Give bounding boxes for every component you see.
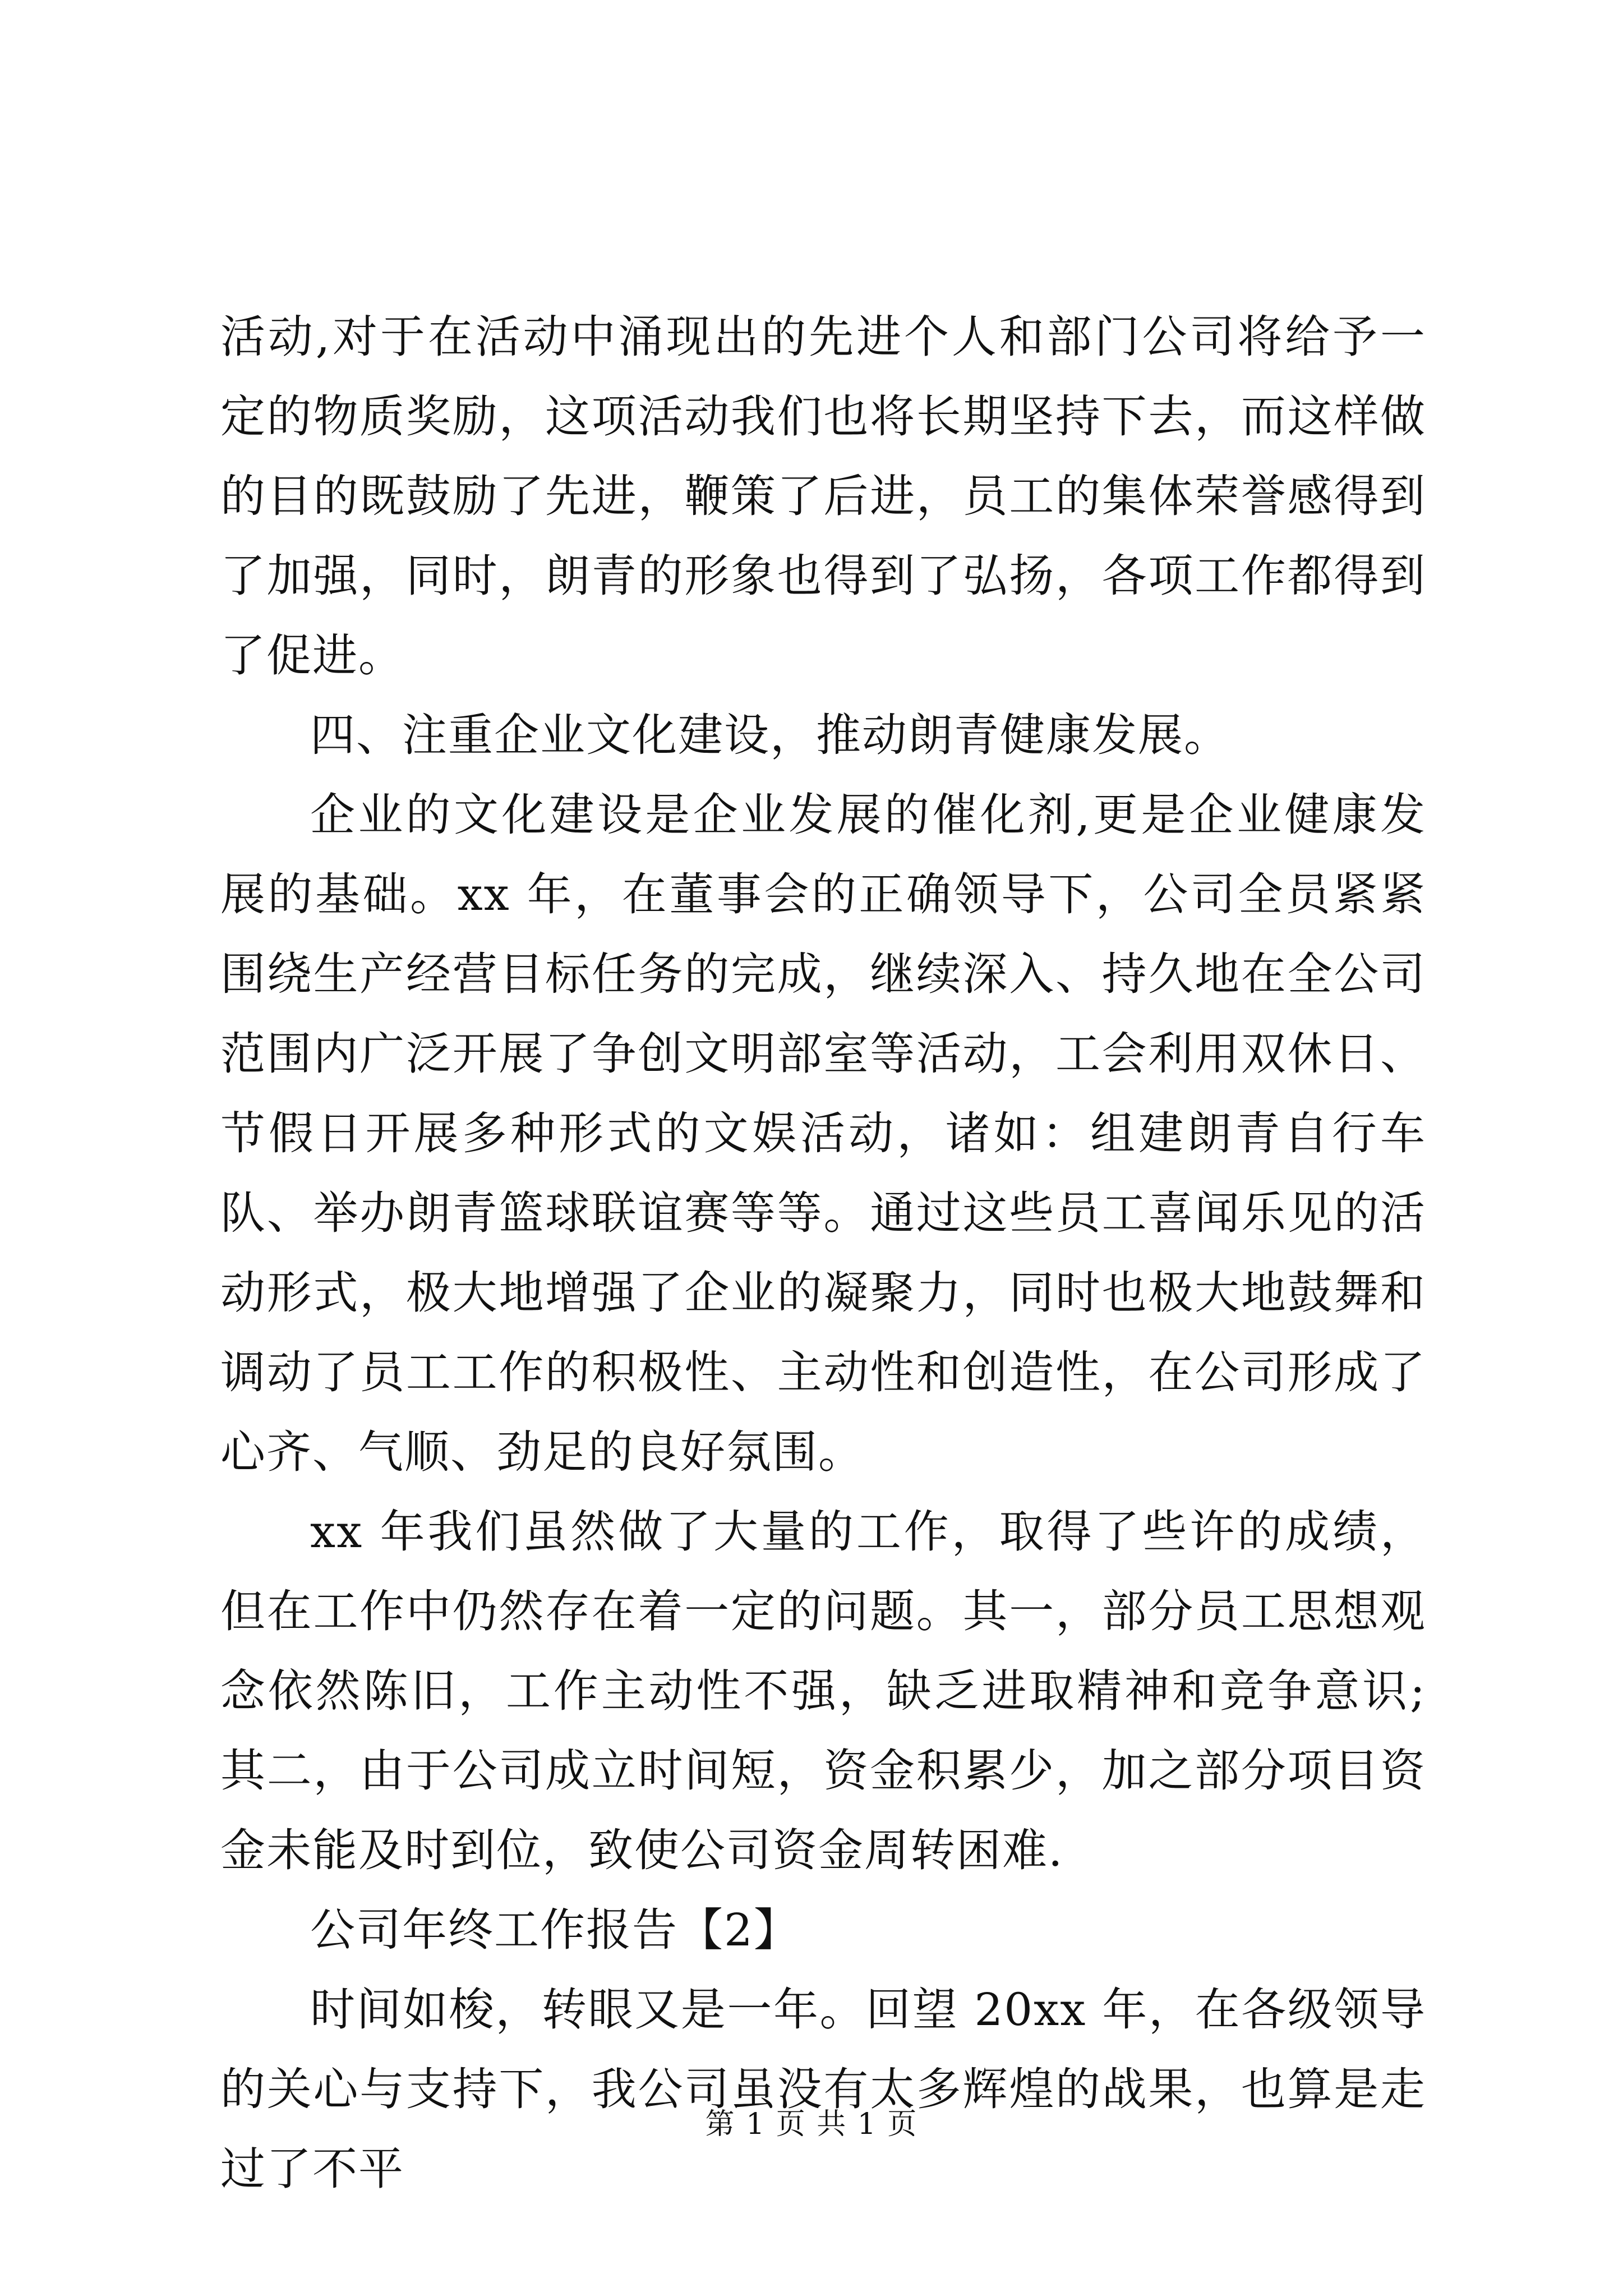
report-title-2: 公司年终工作报告【2】 [310, 1904, 800, 1956]
paragraph-culture: 企业的文化建设是企业发展的催化剂,更是企业健康发展的基础。xx 年，在董事会的正确领导下，公司全员紧紧围绕生产经营目标任务的完成，继续深入、持久地在全公司范围内广泛开展了争创文明部室等活动，工会利用双休日、节假日开展多种形式的文娱活动，诸如：组建朗青自行车队、举办朗青篮球联谊赛等等。通过这些员工喜闻乐见的活动形式，极大地增强了企业的凝聚力，同时也极大地鼓舞和调动了员工工作的积极性、主动性和创造性，在公司形成了心齐、气顺、劲足的良好氛围。 [220, 789, 1426, 1478]
section-heading-four: 四、注重企业文化建设，推动朗青健康发展。 [310, 709, 1230, 761]
paragraph-problems: xx 年我们虽然做了大量的工作，取得了些许的成绩，但在工作中仍然存在着一定的问题。其一，部分员工思想观念依然陈旧，工作主动性不强，缺乏进取精神和竞争意识;其二，由于公司成立时间短，资金积累少，加之部分项目资金未能及时到位，致使公司资金周转困难. [220, 1506, 1426, 1876]
document-body [220, 297, 1426, 2209]
paragraph-report-2-intro: 时间如梭，转眼又是一年。回望 20xx 年，在各级领导的关心与支持下，我公司虽没有太多辉煌的战果，也算是走过了不平 [220, 1984, 1426, 2195]
page-footer: 第 1 页 共 1 页 [705, 2108, 918, 2141]
paragraph-continuation: 活动,对于在活动中涌现出的先进个人和部门公司将给予一定的物质奖励，这项活动我们也将长期坚持下去，而这样做的目的既鼓励了先进，鞭策了后进，员工的集体荣誉感得到了加强，同时，朗青的形象也得到了弘扬，各项工作都得到了促进。 [220, 311, 1426, 682]
